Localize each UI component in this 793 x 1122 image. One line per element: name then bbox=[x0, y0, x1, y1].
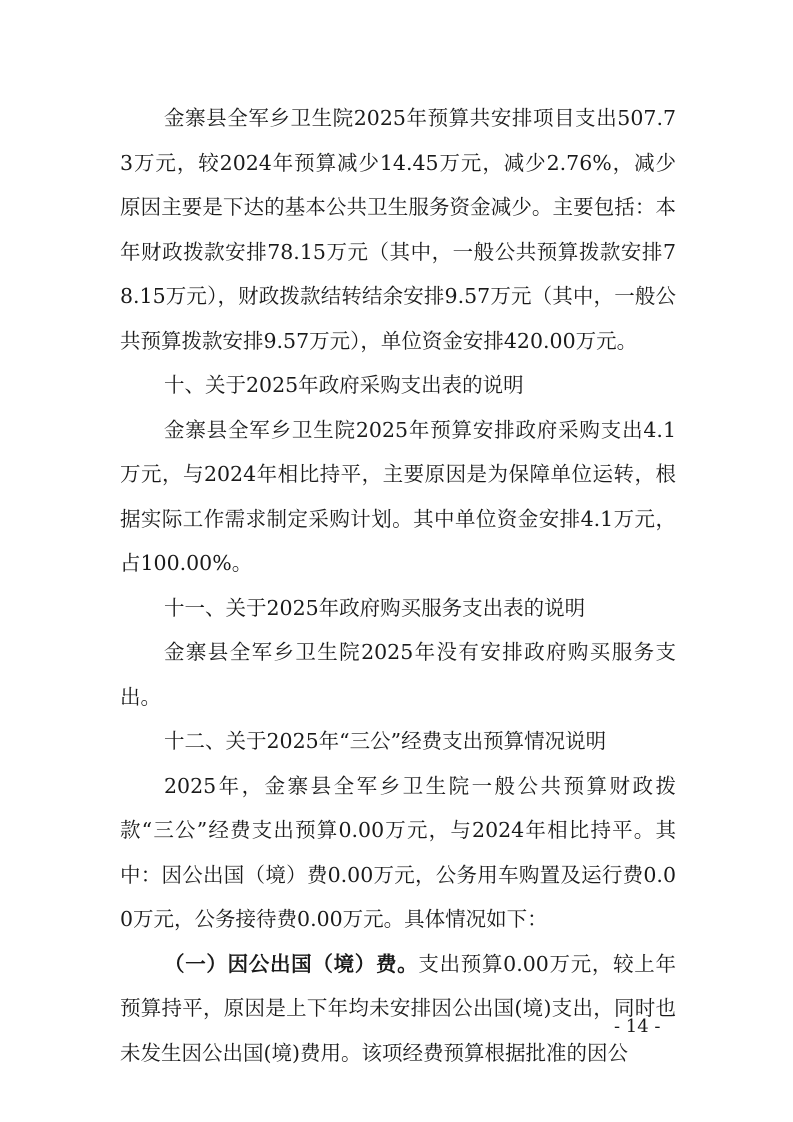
paragraph-overseas-travel bbox=[120, 942, 676, 1076]
paragraph-project-expenditure: 金寨县全军乡卫生院2025年预算共安排项目支出507.73万元，较2024年预算减少14.45万元，减少2.76%，减少原因主要是下达的基本公共卫生服务资金减少。主要包括：本年财政拨款安排78.15万元（其中，一般公共预算拨款安排78.15万元），财政拨款结转结余安排9.57万元（其中，一般公共预算拨款安排9.57万元），单位资金安排420.00万元。 bbox=[120, 106, 676, 353]
paragraph-procurement: 金寨县全军乡卫生院2025年预算安排政府采购支出4.1万元，与2024年相比持平，主要原因是为保障单位运转，根据实际工作需求制定采购计划。其中单位资金安排4.1万元，占100.00%。 bbox=[120, 417, 676, 575]
paragraph-purchase-services: 金寨县全军乡卫生院2025年没有安排政府购买服务支出。 bbox=[120, 640, 676, 709]
section-heading-10: 十、关于2025年政府采购支出表的说明 bbox=[164, 373, 524, 397]
section-heading-11: 十一、关于2025年政府购买服务支出表的说明 bbox=[164, 595, 586, 620]
subsection-lead: （一）因公出国（境）费。 bbox=[164, 951, 419, 976]
section-heading-12: 十二、关于2025年“三公”经费支出预算情况说明 bbox=[164, 729, 607, 753]
subsection-text: 支出预算0.00万元，较上年预算持平，原因是上下年均未安排因公出国(境)支出，同时也未发生因公出国(境)费用。该项经费预算根据批准的因公 bbox=[120, 951, 676, 1065]
page-number: - 14 - bbox=[614, 1016, 661, 1037]
paragraph-three-public: 2025年，金寨县全军乡卫生院一般公共预算财政拨款“三公”经费支出预算0.00万元，与2024年相比持平。其中：因公出国（境）费0.00万元，公务用车购置及运行费0.00万元，公务接待费0.00万元。具体情况如下： bbox=[120, 773, 676, 931]
document-body bbox=[120, 96, 676, 1075]
